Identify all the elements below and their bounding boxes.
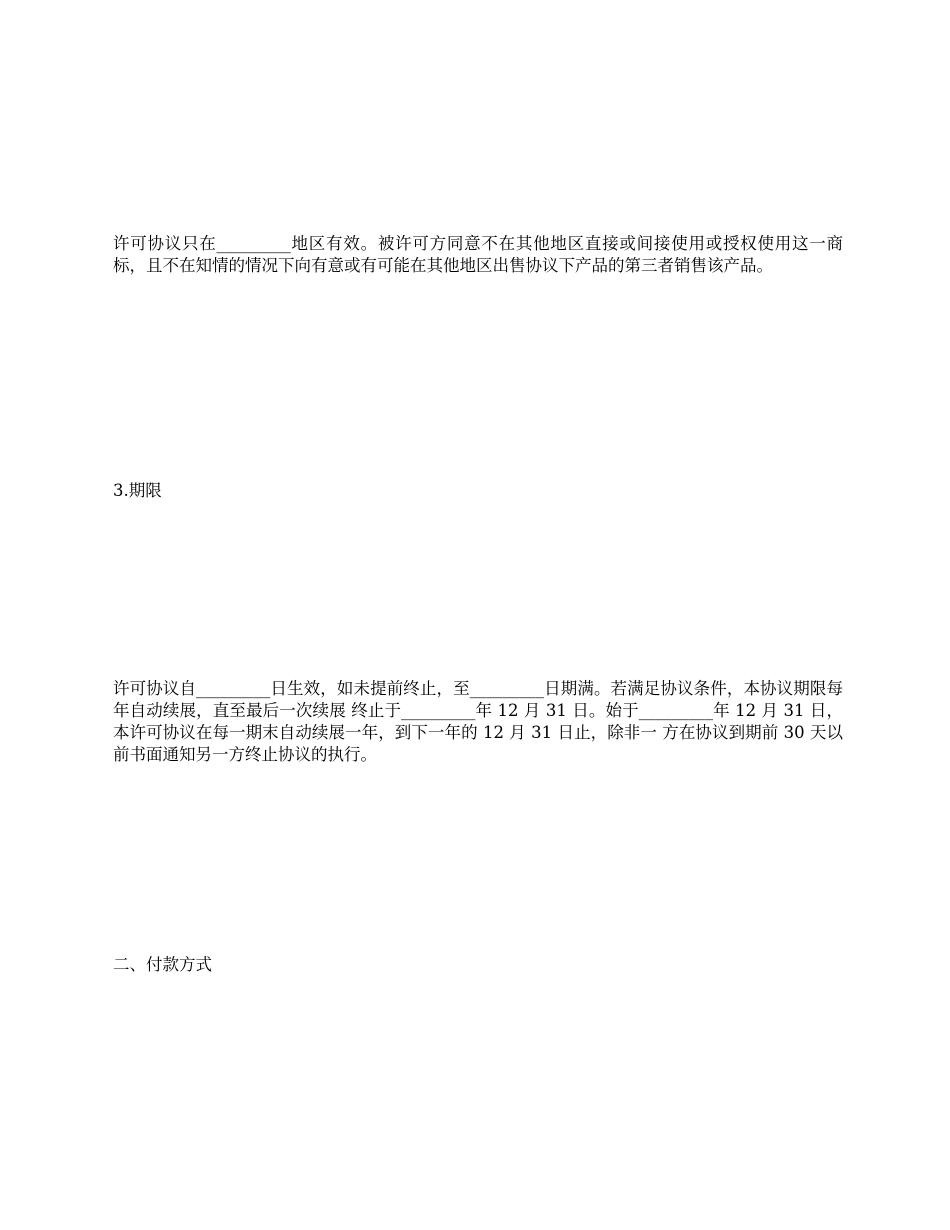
term-clause-paragraph: 许可协议自_________日生效，如未提前终止，至_________日期满。若满足协议条件，本协议期限每年自动续展，直至最后一次续展 终止于_________年 12 月 31 日。始于_________年 12 月 31 日，本许可协议在每一期末自动续展一年，到下一年的 12 月 31 日止，除非一 方在协议到期前 30 天以前书面通知另一方终止协议的执行。 (113, 679, 843, 764)
term-section-heading: 3.期限 (113, 481, 162, 500)
payment-section-heading: 二、付款方式 (113, 955, 212, 974)
territory-clause-paragraph: 许可协议只在_________地区有效。被许可方同意不在其他地区直接或间接使用或授权使用这一商标，且不在知情的情况下向有意或有可能在其他地区出售协议下产品的第三者销售该产品。 (113, 234, 843, 275)
